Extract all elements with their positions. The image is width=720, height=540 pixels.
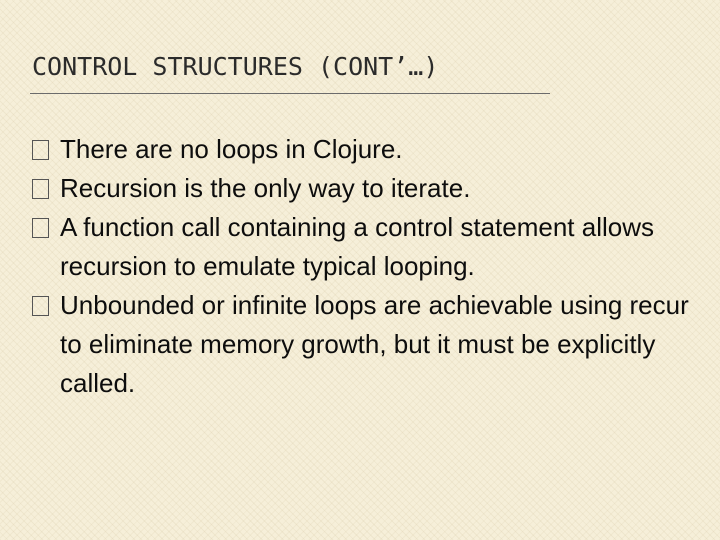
slide-title: CONTROL STRUCTURES (CONT’…) [32,52,439,81]
bullet-box-icon [32,296,49,316]
bullet-item [32,208,704,286]
bullet-text: Unbounded or infinite loops are achievable using recur to eliminate memory growth, but it must be explicitly called. [60,290,689,398]
bullet-item [32,286,704,403]
bullet-text: There are no loops in Clojure. [60,134,403,164]
bullet-text: Recursion is the only way to iterate. [60,173,471,203]
title-underline [30,93,550,94]
bullet-box-icon [32,140,49,160]
bullet-item [32,130,704,169]
bullet-text: A function call containing a control statement allows recursion to emulate typical looping. [60,212,655,281]
bullet-item [32,169,704,208]
bullet-list [32,130,704,403]
bullet-box-icon [32,218,49,238]
bullet-box-icon [32,179,49,199]
